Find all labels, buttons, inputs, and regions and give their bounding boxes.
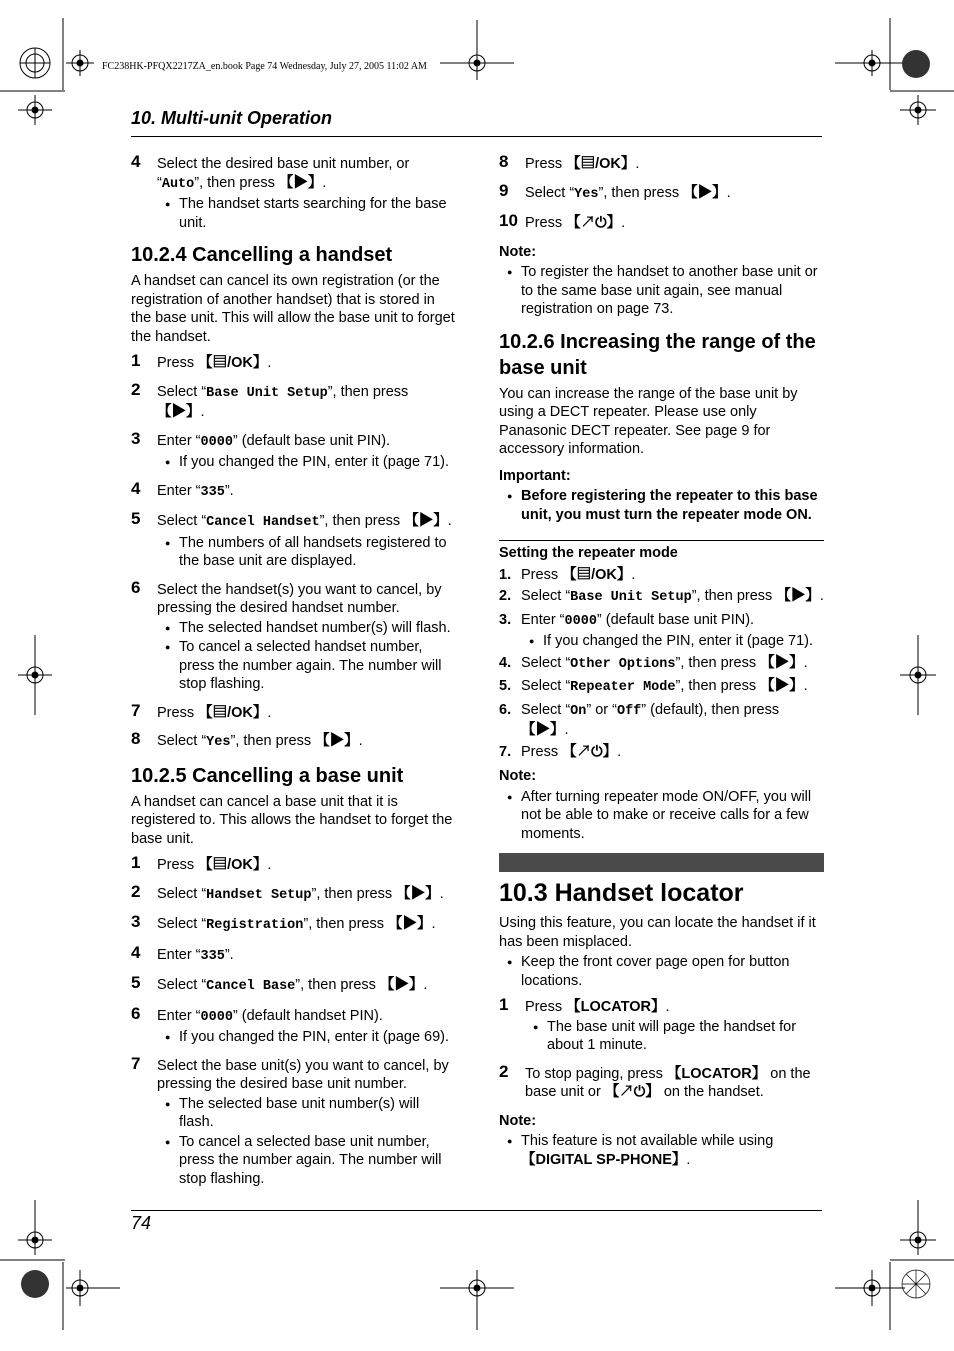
- key-label: 【▶】: [157, 404, 201, 420]
- step: [131, 942, 456, 967]
- key-label: 【▶】: [683, 184, 727, 201]
- step-text: .: [564, 722, 569, 738]
- left-column: [131, 152, 456, 1198]
- section-title: 10.2.6 Increasing the range of the base unit: [499, 330, 816, 379]
- step: [499, 995, 824, 1055]
- step-number: 3: [131, 428, 141, 448]
- section-title: 10.2.4 Cancelling a handset: [131, 244, 393, 266]
- key-label: 【▤/OK】: [562, 566, 632, 583]
- bullet: ● The base unit will page the handset for about 1 minute.: [525, 1018, 824, 1055]
- key-label: 【▶】: [278, 174, 323, 191]
- step-number: 6: [131, 1003, 141, 1023]
- step-text: Select “: [521, 701, 571, 718]
- step-text: Enter “: [157, 946, 201, 963]
- step-number: 3.: [499, 611, 512, 628]
- step-text: .: [803, 678, 808, 694]
- section-title-main: 10.3 Handset locator: [499, 879, 744, 907]
- menu-code: Cancel Base: [206, 979, 296, 994]
- step: [131, 428, 456, 472]
- step-text: .: [803, 654, 808, 671]
- important-note: ● Before registering the repeater to this base unit, you must turn the repeater mode ON.: [499, 487, 824, 524]
- step-text: Select “: [521, 678, 571, 694]
- step-text: ”, then press: [194, 174, 279, 191]
- step-number: 1.: [499, 566, 512, 583]
- step-number: 5.: [499, 678, 512, 694]
- important-label: Important:: [499, 467, 571, 484]
- page-number: 74: [131, 1213, 152, 1233]
- subheading: Setting the repeater mode: [499, 540, 824, 563]
- step: [131, 700, 456, 723]
- key-label: 【↗⏻】: [566, 215, 622, 231]
- step-number: 10: [499, 211, 518, 230]
- step-text: Press: [525, 156, 567, 172]
- step-text: Select “: [157, 383, 207, 400]
- step-text: Press: [525, 999, 567, 1015]
- step-number: 6: [131, 577, 141, 597]
- key-label: 【↗⏻】: [562, 743, 618, 760]
- step: [499, 654, 824, 675]
- step: [499, 152, 824, 174]
- bullet: ● The handset starts searching for the base unit.: [157, 195, 456, 232]
- note-label: Note:: [499, 1112, 537, 1129]
- step-text: Enter “: [157, 1007, 201, 1024]
- step-text: ”.: [224, 482, 234, 499]
- step: [499, 1061, 824, 1102]
- step: [131, 478, 456, 503]
- step-text: .: [267, 704, 272, 721]
- menu-code: Yes: [574, 186, 599, 202]
- step-text: ”, then press: [327, 383, 409, 400]
- step: [131, 351, 456, 373]
- step-text: Select “: [521, 654, 571, 671]
- step-text: .: [358, 733, 363, 749]
- step-text: Enter “: [157, 482, 201, 499]
- step: [131, 912, 456, 936]
- menu-code: Handset Setup: [206, 887, 312, 903]
- step-number: 1: [131, 351, 141, 370]
- note-label: Note:: [499, 243, 537, 260]
- step-number: 2: [131, 881, 141, 901]
- step-text: Select “: [525, 184, 575, 201]
- step: [131, 881, 456, 906]
- step-text: ” or “: [586, 701, 617, 718]
- step-text: Enter “: [157, 432, 201, 449]
- step: [131, 853, 456, 875]
- step-text: .: [819, 588, 824, 604]
- menu-code: Cancel Handset: [206, 515, 320, 530]
- step-number: 2: [499, 1061, 509, 1081]
- key-label: 【▶】: [388, 916, 432, 932]
- bullet: ● The selected base unit number(s) will flash.: [157, 1095, 456, 1132]
- key-label: 【▶】: [776, 588, 820, 604]
- step-text: Select “: [521, 588, 571, 604]
- step: [131, 379, 456, 422]
- menu-code: 335: [200, 484, 225, 500]
- section-intro: Using this feature, you can locate the handset if it has been misplaced.: [499, 915, 816, 950]
- menu-code: On: [570, 703, 587, 719]
- step-number: 1: [499, 995, 509, 1014]
- menu-code: Yes: [206, 735, 231, 750]
- menu-code: Registration: [206, 918, 304, 933]
- step-text: ”, then press: [319, 513, 405, 529]
- key-label: 【↗⏻】: [604, 1084, 660, 1100]
- step-number: 7: [131, 700, 141, 720]
- menu-code: Off: [616, 703, 642, 719]
- key-label: 【▤/OK】: [198, 857, 268, 873]
- section-intro: A handset can cancel its own registration (or the registration of another handset) that is stored in the base unit. This will allow the base unit to forget the handset.: [131, 273, 455, 345]
- step: [131, 973, 456, 997]
- footer-rule: [131, 1210, 822, 1211]
- key-label: 【▤/OK】: [198, 704, 268, 721]
- step-text: ”, then press: [675, 678, 761, 694]
- step-text: Select the desired base unit number, or “: [157, 156, 410, 191]
- step: [131, 729, 456, 753]
- section-title: 10.2.5 Cancelling a base unit: [131, 764, 404, 787]
- key-label: 【▤/OK】: [566, 156, 636, 172]
- bullet: ● If you changed the PIN, enter it (page 71).: [157, 453, 456, 472]
- step-number: 5: [131, 509, 141, 528]
- key-label: 【▶】: [396, 885, 440, 902]
- step-text: Select “: [157, 885, 207, 902]
- bullet: ● The numbers of all handsets registered to the base unit are displayed.: [157, 534, 456, 571]
- step-number: 9: [499, 180, 509, 200]
- section-intro: You can increase the range of the base unit by using a DECT repeater. Please use only Panasonic DECT repeater. See page 9 for accessory information.: [499, 385, 798, 457]
- key-label: 【LOCATOR】: [566, 999, 666, 1015]
- menu-code: Auto: [161, 176, 195, 192]
- step-text: .: [200, 404, 205, 420]
- bullet: ● The selected handset number(s) will flash.: [157, 619, 456, 638]
- key-label: 【LOCATOR】: [666, 1065, 767, 1082]
- note: [499, 1132, 824, 1169]
- bullet: ● If you changed the PIN, enter it (page 69).: [157, 1028, 456, 1047]
- right-column: [499, 152, 824, 1173]
- step-number: 4: [131, 942, 141, 962]
- step-text: .: [726, 184, 731, 201]
- note: ● After turning repeater mode ON/OFF, you will not be able to make or receive calls for a few moments.: [499, 788, 824, 844]
- step: [499, 587, 824, 608]
- step: [499, 743, 824, 762]
- step-number: 7: [131, 1053, 141, 1073]
- note-label: Note:: [499, 768, 537, 784]
- key-label: 【▶】: [521, 722, 565, 738]
- section-header: 10. Multi-unit Operation: [131, 108, 332, 128]
- step-number: 2.: [499, 588, 512, 604]
- section-bar: [499, 853, 824, 872]
- step-text: ” (default), then press: [641, 701, 780, 718]
- key-label: 【▶】: [760, 654, 804, 671]
- bullet: ● Keep the front cover page open for button locations.: [499, 953, 824, 990]
- step-text: .: [322, 174, 327, 191]
- key-label: 【▶】: [760, 678, 804, 694]
- step-text: ”, then press: [691, 588, 777, 604]
- step: [131, 577, 456, 694]
- step: [499, 701, 824, 740]
- step-text: Press: [157, 857, 199, 873]
- step: [131, 152, 456, 232]
- step-text: Press: [525, 215, 567, 231]
- step-text: ”, then press: [303, 916, 389, 932]
- step: [499, 211, 824, 233]
- step-number: 3: [131, 912, 141, 931]
- step-number: 1: [131, 853, 141, 872]
- step-text: ”.: [224, 946, 234, 963]
- step-text: .: [617, 743, 622, 760]
- key-label: 【▶】: [404, 513, 448, 529]
- step-text: Press: [157, 704, 199, 721]
- step-number: 8: [131, 729, 141, 748]
- step-text: ”, then press: [295, 977, 380, 993]
- step-text: Select “: [157, 733, 207, 749]
- key-label: 【▶】: [315, 733, 359, 749]
- step-text: .: [439, 885, 444, 902]
- step-text: .: [267, 857, 272, 873]
- step-text: ”, then press: [230, 733, 316, 749]
- key-label: 【▶】: [379, 977, 424, 993]
- step-text: ” (default base unit PIN).: [232, 432, 391, 449]
- step-number: 6.: [499, 701, 512, 718]
- header-rule: [131, 136, 822, 137]
- step-text: Select the handset(s) you want to cancel, by pressing the desired handset number.: [157, 581, 442, 616]
- menu-code: 0000: [564, 613, 597, 629]
- step-number: 4: [131, 478, 141, 498]
- section-intro: A handset can cancel a base unit that it is registered to. This allows the handset to forget the base unit.: [131, 793, 453, 847]
- menu-code: 0000: [200, 434, 233, 450]
- menu-code: Other Options: [570, 656, 676, 672]
- step: [131, 1003, 456, 1047]
- step-text: Enter “: [521, 611, 565, 628]
- menu-code: 335: [200, 948, 225, 964]
- step-text: .: [431, 916, 436, 932]
- step-number: 4.: [499, 654, 512, 671]
- step-text: Select “: [157, 916, 207, 932]
- menu-code: Base Unit Setup: [206, 385, 328, 401]
- step-text: .: [635, 156, 640, 172]
- step-text: Press: [521, 743, 563, 760]
- step-text: .: [631, 566, 636, 583]
- step-number: 4: [131, 152, 141, 171]
- book-info: FC238HK-PFQX2217ZA_en.book Page 74 Wednesday, July 27, 2005 11:02 AM: [102, 61, 427, 72]
- note-text: This feature is not available while using: [521, 1133, 774, 1149]
- key-label: 【DIGITAL SP-PHONE】: [521, 1151, 687, 1168]
- step-text: ” (default base unit PIN).: [596, 611, 755, 628]
- menu-code: Repeater Mode: [570, 680, 676, 695]
- step-text: .: [447, 513, 452, 529]
- step-text: ”, then press: [598, 184, 684, 201]
- note: ● To register the handset to another base unit or to the same base unit again, see manual registration on page 73.: [499, 263, 824, 319]
- step-text: Select “: [157, 977, 207, 993]
- step-text: Press: [521, 566, 563, 583]
- step-text: .: [665, 999, 670, 1015]
- step-text: ” (default handset PIN).: [232, 1007, 383, 1024]
- step-text: To stop paging, press: [525, 1065, 667, 1082]
- step-number: 8: [499, 152, 509, 171]
- step-text: .: [267, 355, 272, 371]
- step-text: .: [621, 215, 626, 231]
- bullet: ● To cancel a selected base unit number, press the number again. The number will stop flashing.: [157, 1133, 456, 1189]
- step-number: 7.: [499, 743, 512, 760]
- bullet: ● To cancel a selected handset number, press the number again. The number will stop flashing.: [157, 638, 456, 694]
- step: [499, 677, 824, 698]
- step-text: .: [423, 977, 428, 993]
- step-text: on the base unit or: [525, 1065, 811, 1100]
- step: [499, 611, 824, 651]
- bullet: ● If you changed the PIN, enter it (page 71).: [521, 632, 824, 651]
- menu-code: Base Unit Setup: [570, 590, 692, 605]
- step: [131, 1053, 456, 1189]
- step-text: Press: [157, 355, 199, 371]
- step-text: on the handset.: [659, 1084, 764, 1100]
- step: [499, 180, 824, 205]
- step-text: ”, then press: [675, 654, 761, 671]
- step-text: ”, then press: [311, 885, 397, 902]
- step: [499, 566, 824, 585]
- key-label: 【▤/OK】: [198, 355, 268, 371]
- step-number: 5: [131, 973, 141, 992]
- step: [131, 509, 456, 571]
- step-number: 2: [131, 379, 141, 399]
- step-text: Select the base unit(s) you want to cancel, by pressing the desired base unit number.: [157, 1057, 449, 1092]
- step-text: Select “: [157, 513, 207, 529]
- menu-code: 0000: [200, 1009, 233, 1025]
- note-text: .: [686, 1151, 691, 1168]
